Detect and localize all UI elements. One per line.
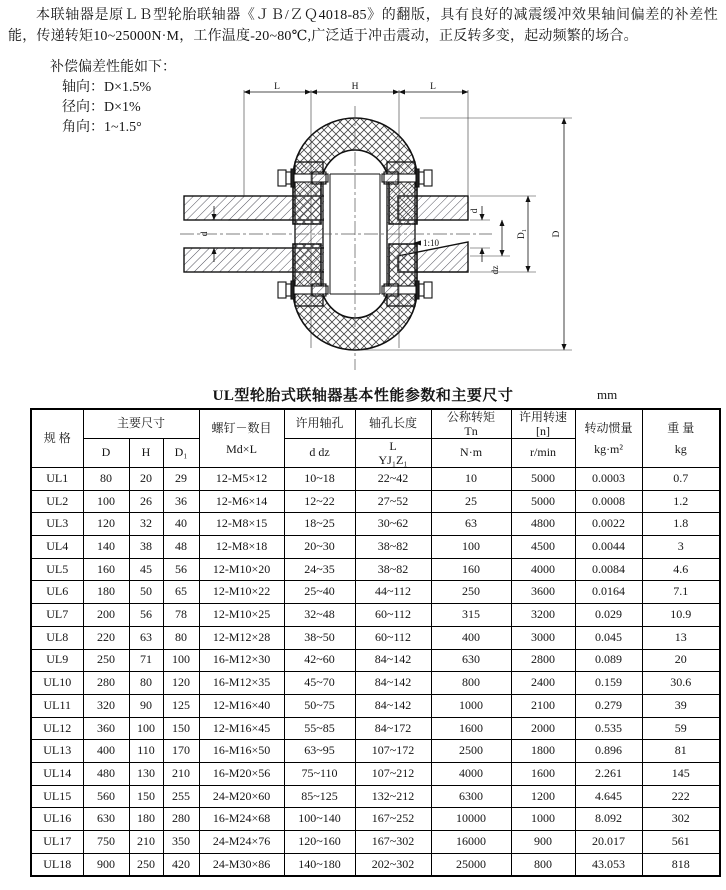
table-cell: 202~302 [355,853,431,876]
table-row [31,831,720,854]
table-cell: 818 [642,853,720,876]
table-cell: 160 [83,558,129,581]
table-cell: 25000 [431,853,511,876]
table-cell: 0.089 [575,649,642,672]
table-row [31,717,720,740]
table-row [31,468,720,491]
table-cell: 43.053 [575,853,642,876]
table-cell: 38~50 [284,626,355,649]
table-cell: 120 [83,513,129,536]
table-cell: UL7 [31,604,83,627]
table-cell: 30.6 [642,672,720,695]
table-cell: 2000 [511,717,575,740]
table-cell: 24-M20×60 [199,785,284,808]
table-cell: 2500 [431,740,511,763]
table-cell: 24-M24×76 [199,831,284,854]
table-cell: 12~22 [284,490,355,513]
table-cell: 1.8 [642,513,720,536]
table-cell: 3600 [511,581,575,604]
table-cell: 75~110 [284,762,355,785]
header-torque-unit: N·m [431,439,511,468]
table-cell: 100 [431,536,511,559]
table-cell: 45 [129,558,163,581]
table-cell: UL6 [31,581,83,604]
table-cell: 1600 [511,762,575,785]
table-cell: 3 [642,536,720,559]
table-cell: 4.645 [575,785,642,808]
table-cell: 12-M6×14 [199,490,284,513]
header-speed-symbol: [n] [536,424,551,438]
table-cell: 132~212 [355,785,431,808]
table-cell: 4800 [511,513,575,536]
table-cell: 2400 [511,672,575,695]
table-row [31,740,720,763]
taper-label: 1:10 [423,238,440,248]
axial-deviation-line: 轴向：D×1.5% [62,80,152,95]
table-cell: 8.092 [575,808,642,831]
header-torque-title: 公称转矩 [447,410,496,424]
coupling-parameters-table [30,408,721,877]
table-cell: 16-M20×56 [199,762,284,785]
table-cell: 12-M10×25 [199,604,284,627]
table-cell: 12-M12×28 [199,626,284,649]
table-cell: 900 [83,853,129,876]
table-cell: 0.0044 [575,536,642,559]
table-cell: 16000 [431,831,511,854]
header-bore-length: 轴孔长度 [355,409,431,439]
table-cell: 84~142 [355,694,431,717]
header-weight-unit: kg [674,442,687,456]
dim-label-d-right: d [470,208,480,214]
table-cell: UL15 [31,785,83,808]
table-cell: 0.029 [575,604,642,627]
header-weight-title: 重 量 [667,421,695,435]
table-cell: 32 [129,513,163,536]
table-cell: 160 [431,558,511,581]
table-cell: 10~18 [284,468,355,491]
compensation-heading: 补偿偏差性能如下： [50,60,176,75]
table-cell: 800 [511,853,575,876]
table-cell: 0.0164 [575,581,642,604]
table-cell: 400 [83,740,129,763]
table-cell: 0.0084 [575,558,642,581]
table-cell: 120 [163,672,199,695]
header-screw-sub: Md×L [226,442,257,456]
table-cell: 84~172 [355,717,431,740]
table-cell: 280 [163,808,199,831]
table-cell: 280 [83,672,129,695]
table-cell: 145 [642,762,720,785]
table-cell: 630 [431,649,511,672]
table-row [31,808,720,831]
table-cell: UL13 [31,740,83,763]
table-cell: 71 [129,649,163,672]
table-row [31,672,720,695]
table-cell: 4.6 [642,558,720,581]
table-cell: 800 [431,672,511,695]
dim-label-dz: dz [491,265,501,275]
header-bore-length-types: YJ₁Z₁ [378,453,408,467]
dim-label-d-outer: D [552,230,562,238]
table-cell: 16-M12×30 [199,649,284,672]
table-cell: 42~60 [284,649,355,672]
header-bore-length-sub [355,439,431,468]
table-cell: 3000 [511,626,575,649]
table-cell: 12-M10×20 [199,558,284,581]
table-cell: 80 [163,626,199,649]
table-cell: 22~42 [355,468,431,491]
table-cell: 90 [129,694,163,717]
table-cell: 302 [642,808,720,831]
table-cell: 107~212 [355,762,431,785]
table-cell: 350 [163,831,199,854]
table-cell: 20 [129,468,163,491]
table-cell: 180 [83,581,129,604]
table-cell: 5000 [511,468,575,491]
table-row [31,626,720,649]
table-cell: 4500 [511,536,575,559]
table-cell: 210 [129,831,163,854]
table-cell: UL9 [31,649,83,672]
table-cell: 170 [163,740,199,763]
table-cell: UL1 [31,468,83,491]
table-cell: 24-M30×86 [199,853,284,876]
table-cell: 29 [163,468,199,491]
table-cell: 320 [83,694,129,717]
table-title: UL型轮胎式联轴器基本性能参数和主要尺寸 [212,388,514,404]
table-cell: UL2 [31,490,83,513]
radial-deviation-line: 径向：D×1% [62,100,141,115]
dim-label-d1: D₁ [517,228,527,240]
table-cell: 20 [642,649,720,672]
table-cell: 27~52 [355,490,431,513]
table-cell: 65 [163,581,199,604]
table-cell: 12-M8×18 [199,536,284,559]
header-screw-title: 螺钉－数目 [211,421,272,435]
table-cell: 60~112 [355,604,431,627]
table-cell: 44~112 [355,581,431,604]
table-cell: UL8 [31,626,83,649]
header-torque-symbol: Tn [464,424,478,438]
table-cell: 0.0003 [575,468,642,491]
table-cell: 38~82 [355,536,431,559]
table-cell: 25 [431,490,511,513]
table-cell: 38~82 [355,558,431,581]
table-cell: 167~302 [355,831,431,854]
table-cell: 110 [129,740,163,763]
table-cell: UL10 [31,672,83,695]
table-cell: 5000 [511,490,575,513]
header-col-h: H [129,439,163,468]
table-cell: 36 [163,490,199,513]
table-cell: 400 [431,626,511,649]
dim-label-l-right: L [430,82,436,92]
table-cell: 20~30 [284,536,355,559]
table-cell: UL18 [31,853,83,876]
table-cell: 0.0022 [575,513,642,536]
table-cell: 140~180 [284,853,355,876]
table-cell: 12-M10×22 [199,581,284,604]
table-cell: 150 [129,785,163,808]
table-cell: 63 [129,626,163,649]
table-cell: 250 [431,581,511,604]
table-cell: 100~140 [284,808,355,831]
table-cell: 0.279 [575,694,642,717]
table-cell: 1200 [511,785,575,808]
table-cell: 20.017 [575,831,642,854]
table-cell: 250 [83,649,129,672]
table-header [31,409,720,468]
table-cell: 107~172 [355,740,431,763]
table-cell: 0.159 [575,672,642,695]
table-cell: 10 [431,468,511,491]
table-cell: 18~25 [284,513,355,536]
table-cell: 420 [163,853,199,876]
table-row [31,513,720,536]
table-cell: 45~70 [284,672,355,695]
table-cell: 10000 [431,808,511,831]
table-cell: 1600 [431,717,511,740]
table-cell: 12-M16×40 [199,694,284,717]
table-cell: 7.1 [642,581,720,604]
table-cell: 63~95 [284,740,355,763]
table-cell: 12-M16×45 [199,717,284,740]
table-cell: 100 [83,490,129,513]
table-row [31,649,720,672]
table-row [31,694,720,717]
table-cell: 4000 [511,558,575,581]
table-cell: 130 [129,762,163,785]
table-cell: 0.0008 [575,490,642,513]
table-cell: 1000 [511,808,575,831]
table-cell: 50~75 [284,694,355,717]
table-cell: 222 [642,785,720,808]
table-cell: 140 [83,536,129,559]
table-cell: UL5 [31,558,83,581]
table-cell: 180 [129,808,163,831]
table-cell: 56 [129,604,163,627]
table-cell: 200 [83,604,129,627]
table-cell: 78 [163,604,199,627]
table-cell: 125 [163,694,199,717]
table-cell: 560 [83,785,129,808]
table-cell: 84~142 [355,649,431,672]
header-speed [511,409,575,439]
header-screw [199,409,284,468]
table-cell: 2100 [511,694,575,717]
header-bore: 许用轴孔 [284,409,355,439]
table-row [31,581,720,604]
table-cell: 85~125 [284,785,355,808]
header-torque [431,409,511,439]
table-cell: 1.2 [642,490,720,513]
table-cell: UL11 [31,694,83,717]
table-cell: UL4 [31,536,83,559]
table-cell: 0.7 [642,468,720,491]
table-cell: 39 [642,694,720,717]
table-cell: 16-M24×68 [199,808,284,831]
intro-section [0,0,726,383]
table-cell: 40 [163,513,199,536]
header-weight [642,409,720,468]
table-cell: 167~252 [355,808,431,831]
table-cell: 12-M8×15 [199,513,284,536]
table-cell: 59 [642,717,720,740]
table-cell: 10.9 [642,604,720,627]
table-cell: 0.535 [575,717,642,740]
table-cell: 48 [163,536,199,559]
header-main-dims: 主要尺寸 [83,409,199,439]
table-cell: 0.045 [575,626,642,649]
table-cell: 120~160 [284,831,355,854]
dim-label-l-left: L [274,82,280,92]
table-cell: 100 [163,649,199,672]
table-cell: 360 [83,717,129,740]
table-cell: 84~142 [355,672,431,695]
table-cell: 2800 [511,649,575,672]
table-cell: 30~62 [355,513,431,536]
table-cell: 900 [511,831,575,854]
table-row [31,785,720,808]
table-cell: 100 [129,717,163,740]
dim-label-h: H [351,82,359,92]
header-col-d: D [83,439,129,468]
table-unit-label: mm [597,387,618,402]
table-cell: UL3 [31,513,83,536]
table-cell: 24~35 [284,558,355,581]
header-inertia-title: 转动惯量 [584,421,633,435]
table-cell: 16-M16×50 [199,740,284,763]
table-cell: 1800 [511,740,575,763]
table-cell: 13 [642,626,720,649]
table-row [31,853,720,876]
table-cell: 4000 [431,762,511,785]
table-cell: 16-M12×35 [199,672,284,695]
table-cell: 26 [129,490,163,513]
table-body [31,468,720,877]
header-bore-length-l: L [389,439,397,453]
table-cell: 38 [129,536,163,559]
table-cell: 63 [431,513,511,536]
table-cell: 50 [129,581,163,604]
header-bore-sub: d dz [284,439,355,468]
table-cell: 0.896 [575,740,642,763]
header-inertia [575,409,642,468]
table-row [31,490,720,513]
header-speed-unit: r/min [511,439,575,468]
table-cell: 315 [431,604,511,627]
table-cell: 56 [163,558,199,581]
intro-paragraph: 本联轴器是原ＬＢ型轮胎联轴器《ＪＢ/ＺＱ4018-85》的翻版，具有良好的减震缓冲效果轴间偏差的补差性能，传递转矩10~25000N·M，工作温度-20~80℃,广泛适于冲击震动，正反转多变，起动频繁的场合。 [8,8,718,44]
table-cell: 6300 [431,785,511,808]
table-cell: 32~48 [284,604,355,627]
dim-label-d-left: d [200,231,210,237]
table-cell: 12-M5×12 [199,468,284,491]
table-cell: UL12 [31,717,83,740]
header-inertia-unit: kg·m² [594,442,623,456]
table-title-row [0,384,726,408]
table-cell: 2.261 [575,762,642,785]
table-cell: 250 [129,853,163,876]
table-cell: 81 [642,740,720,763]
table-cell: 1000 [431,694,511,717]
table-row [31,558,720,581]
table-cell: 561 [642,831,720,854]
table-row [31,762,720,785]
table-cell: 80 [129,672,163,695]
table-cell: 220 [83,626,129,649]
table-cell: 25~40 [284,581,355,604]
table-cell: UL17 [31,831,83,854]
table-cell: 60~112 [355,626,431,649]
table-cell: 750 [83,831,129,854]
table-row [31,536,720,559]
table-cell: 480 [83,762,129,785]
table-cell: 80 [83,468,129,491]
table-cell: 255 [163,785,199,808]
table-cell: 55~85 [284,717,355,740]
table-cell: UL14 [31,762,83,785]
table-cell: 3200 [511,604,575,627]
angular-deviation-line: 角向：1~1.5° [62,120,142,135]
table-row [31,604,720,627]
header-col-d1: D₁ [163,439,199,468]
table-cell: 150 [163,717,199,740]
table-cell: UL16 [31,808,83,831]
header-speed-title: 许用转速 [519,410,568,424]
table-cell: 210 [163,762,199,785]
table-cell: 630 [83,808,129,831]
header-spec: 规 格 [31,409,83,468]
coupling-section-drawing [180,82,580,382]
